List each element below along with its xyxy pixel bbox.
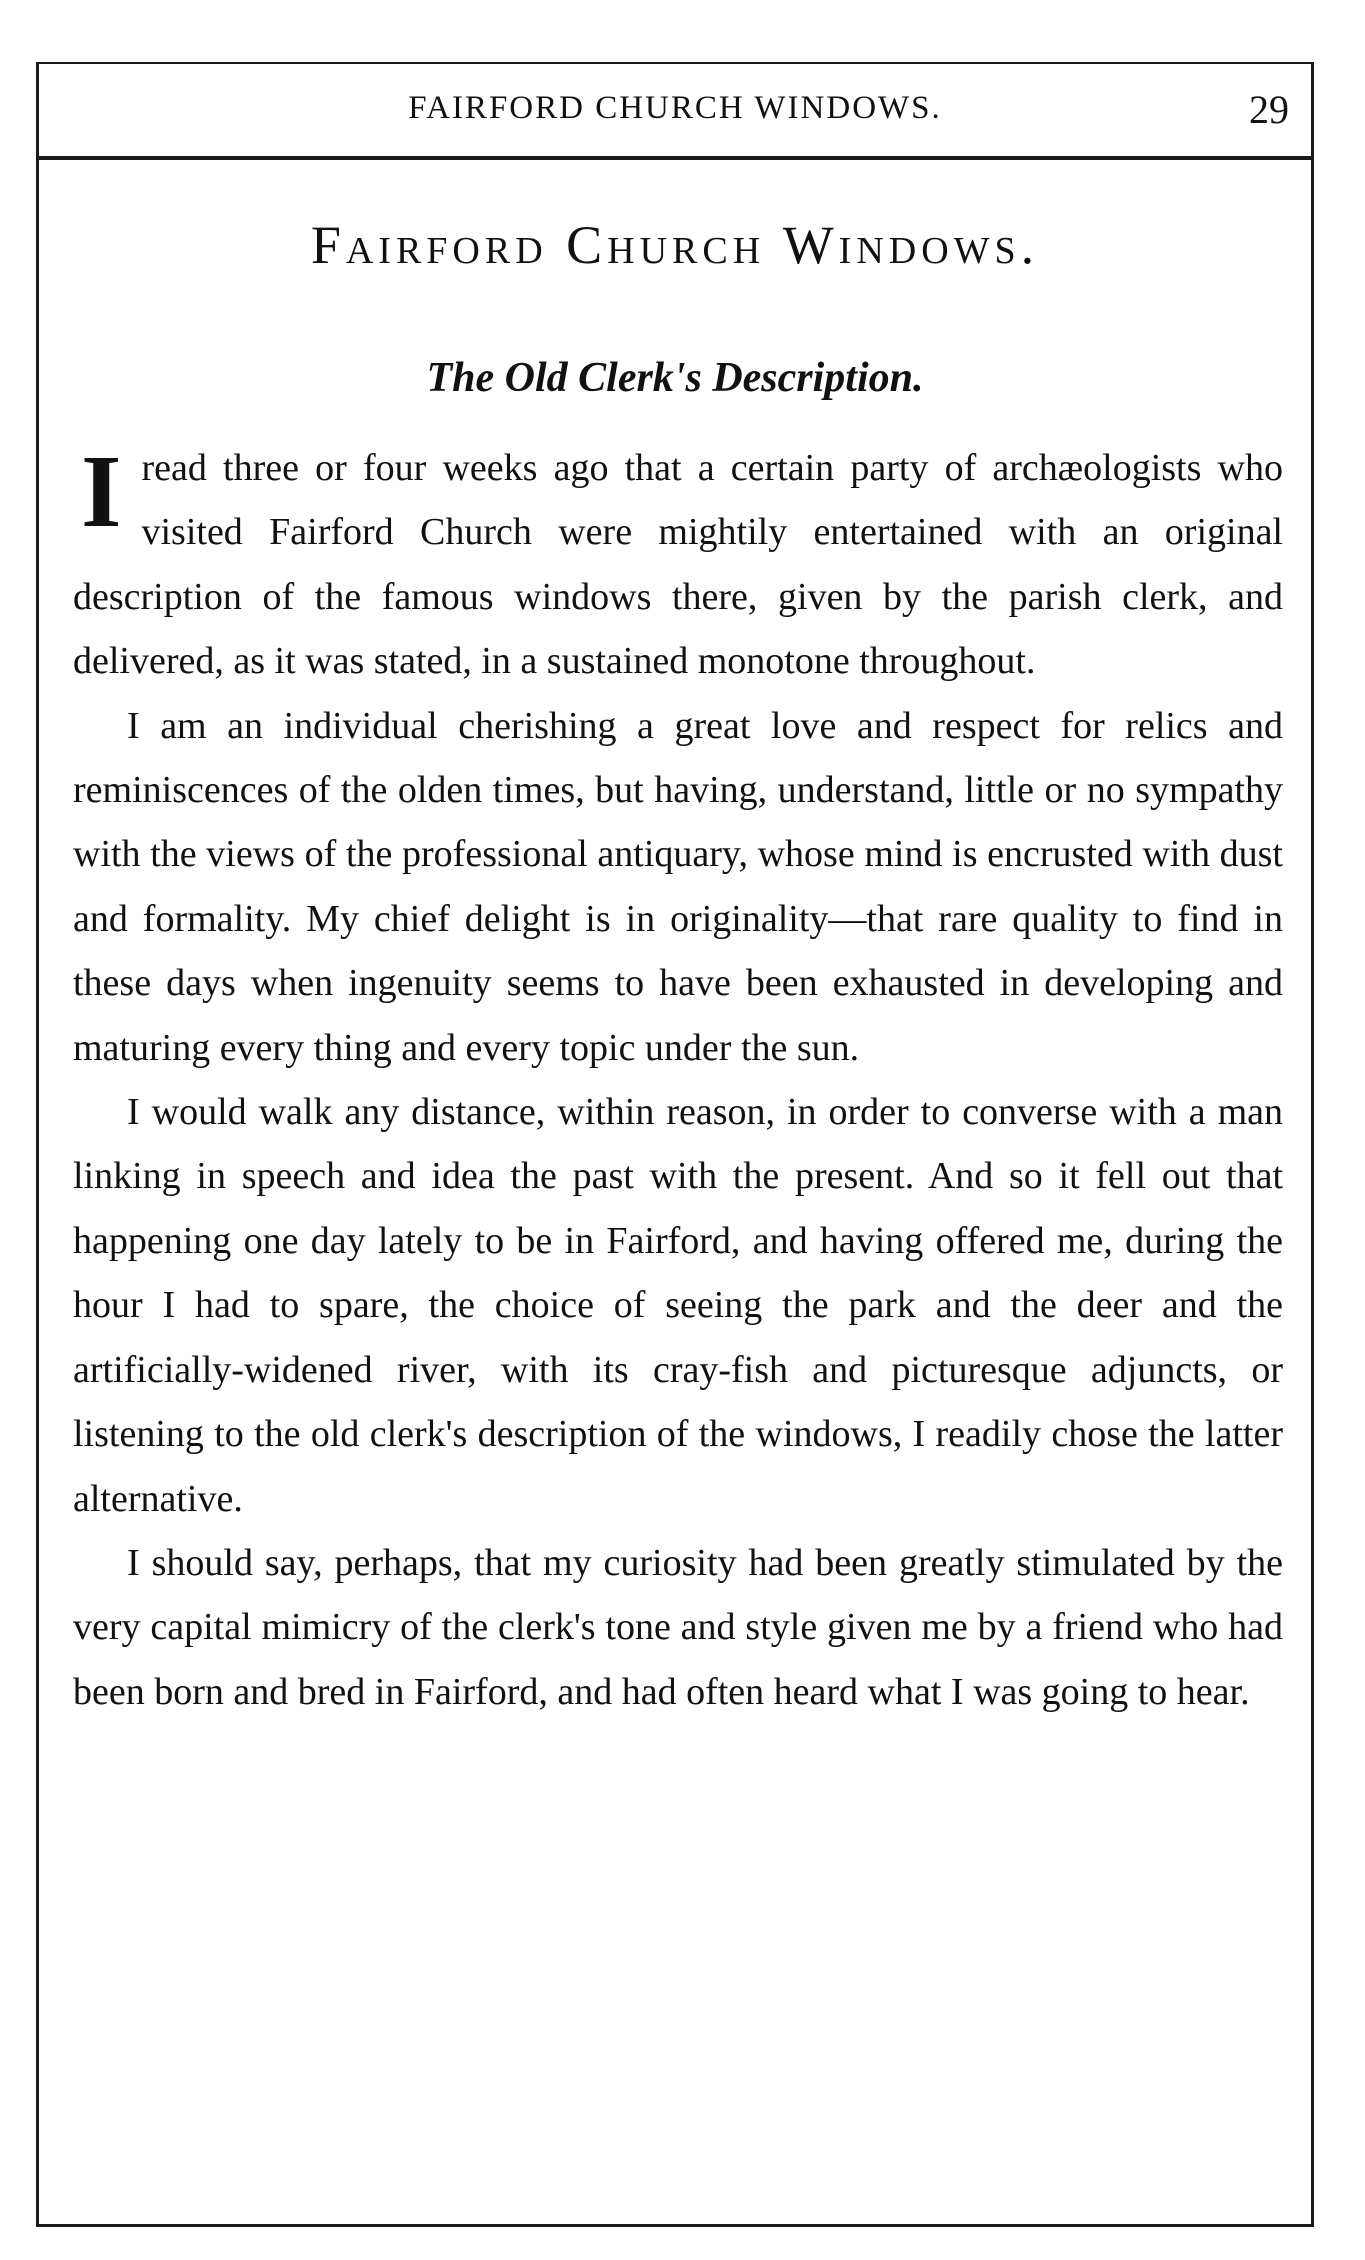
chapter-subtitle: The Old Clerk's Description. [426,355,924,401]
running-head-title: FAIRFORD CHURCH WINDOWS. [408,90,942,126]
paragraph-3: I would walk any distance, within reason, in order to converse with a man linking in speech and idea the past with the present. And so it fell out that happening one day lately to be in Fairford, and having offered me, during the hour I had to spare, the choice of seeing the park and the deer and the artificially-widened river, with its cray-fish and picturesque adjuncts, or listening to the old clerk's description of the windows, I readily chose the latter alternative. [73,1091,1283,1520]
paragraph-1-text: read three or four weeks ago that a certain party of archæologists who visited Fairford Church were mightily entertained with an original description of the famous windows there, given by the parish clerk, and delivered, as it was stated, in a sustained monotone throughout. [73,447,1283,683]
chapter-title: Fairford Church Windows. [310,215,1040,275]
body-text [73,436,1283,1724]
running-head [39,64,1311,160]
paragraph-4: I should say, perhaps, that my curiosity had been greatly stimulated by the very capital mimicry of the clerk's tone and style given me by a friend who had been born and bred in Fairford, and had often heard what I was going to hear. [73,1541,1283,1713]
paragraph-2: I am an individual cherishing a great love and respect for relics and reminiscences of the olden times, but having, understand, little or no sympathy with the views of the professional antiquary, whose mind is encrusted with dust and formality. My chief delight is in originality—that rare quality to find in these days when ingenuity seems to have been exhausted in developing and maturing every thing and every topic under the sun. [73,704,1283,1069]
paragraph-1 [73,436,1283,694]
drop-cap: I [81,434,122,549]
page-frame [36,62,1314,2227]
page-number: 29 [1249,87,1289,132]
